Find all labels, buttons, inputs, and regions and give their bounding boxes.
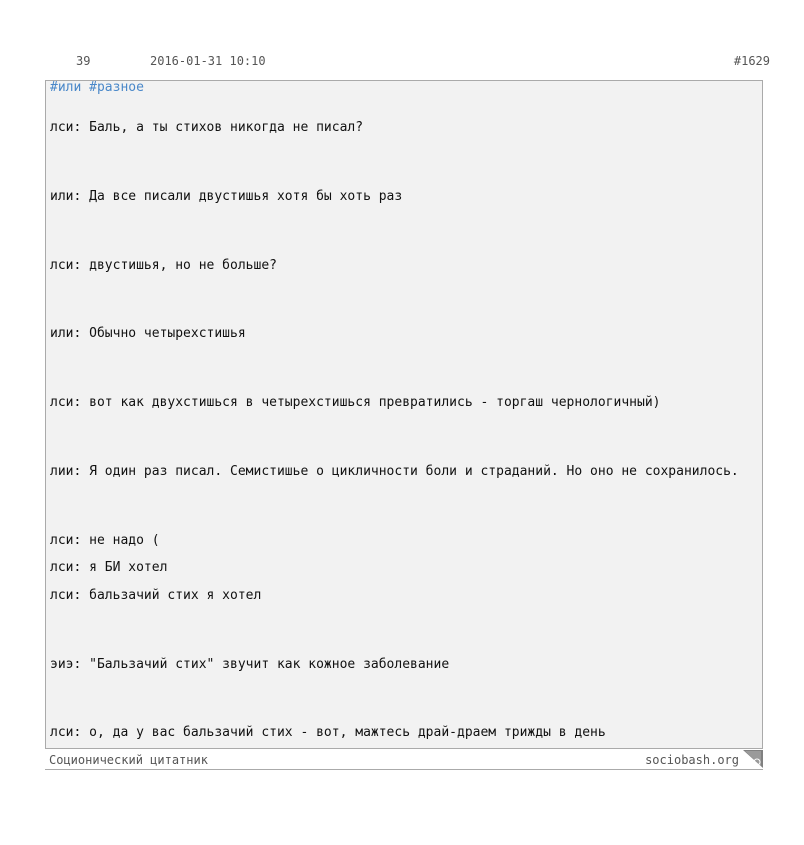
quote-line: лси: о, да у вас бальзачий стих - вот, мажтесь драй-драем трижды в день [50,725,606,740]
corner-fold-icon[interactable] [743,750,763,768]
quote-line: лси: я БИ хотел [50,560,168,575]
quote-line: или: Обычно четырехстишья [50,326,246,341]
quote-line: лси: не надо ( [50,533,160,548]
quote-line: лси: вот как двухстишься в четырехстишься превратились - торгаш чернологичный) [50,395,661,410]
tag-link-ili[interactable]: #или [50,80,82,95]
quote-box [45,80,763,749]
quote-line: эиэ: "Бальзачий стих" звучит как кожное заболевание [50,657,450,672]
quote-date: 2016-01-31 10:10 [150,54,266,68]
tag-link-raznoe[interactable]: #разное [89,80,144,95]
quote-tags [50,81,144,95]
quote-line: лси: бальзачий стих я хотел [50,588,262,603]
quote-rating: 39 [76,54,91,68]
quote-footer [45,749,763,770]
site-link[interactable]: sociobash.org [645,753,739,767]
quote-line: лси: Баль, а ты стихов никогда не писал? [50,120,364,135]
site-title: Соционический цитатник [49,753,208,767]
quote-line: лси: двустишья, но не больше? [50,258,277,273]
quote-line: или: Да все писали двустишья хотя бы хоть раз [50,189,403,204]
quote-line: лии: Я один раз писал. Семистишье о цикличности боли и страданий. Но оно не сохранилось. [50,464,739,479]
quote-id-link[interactable]: #1629 [733,54,770,68]
